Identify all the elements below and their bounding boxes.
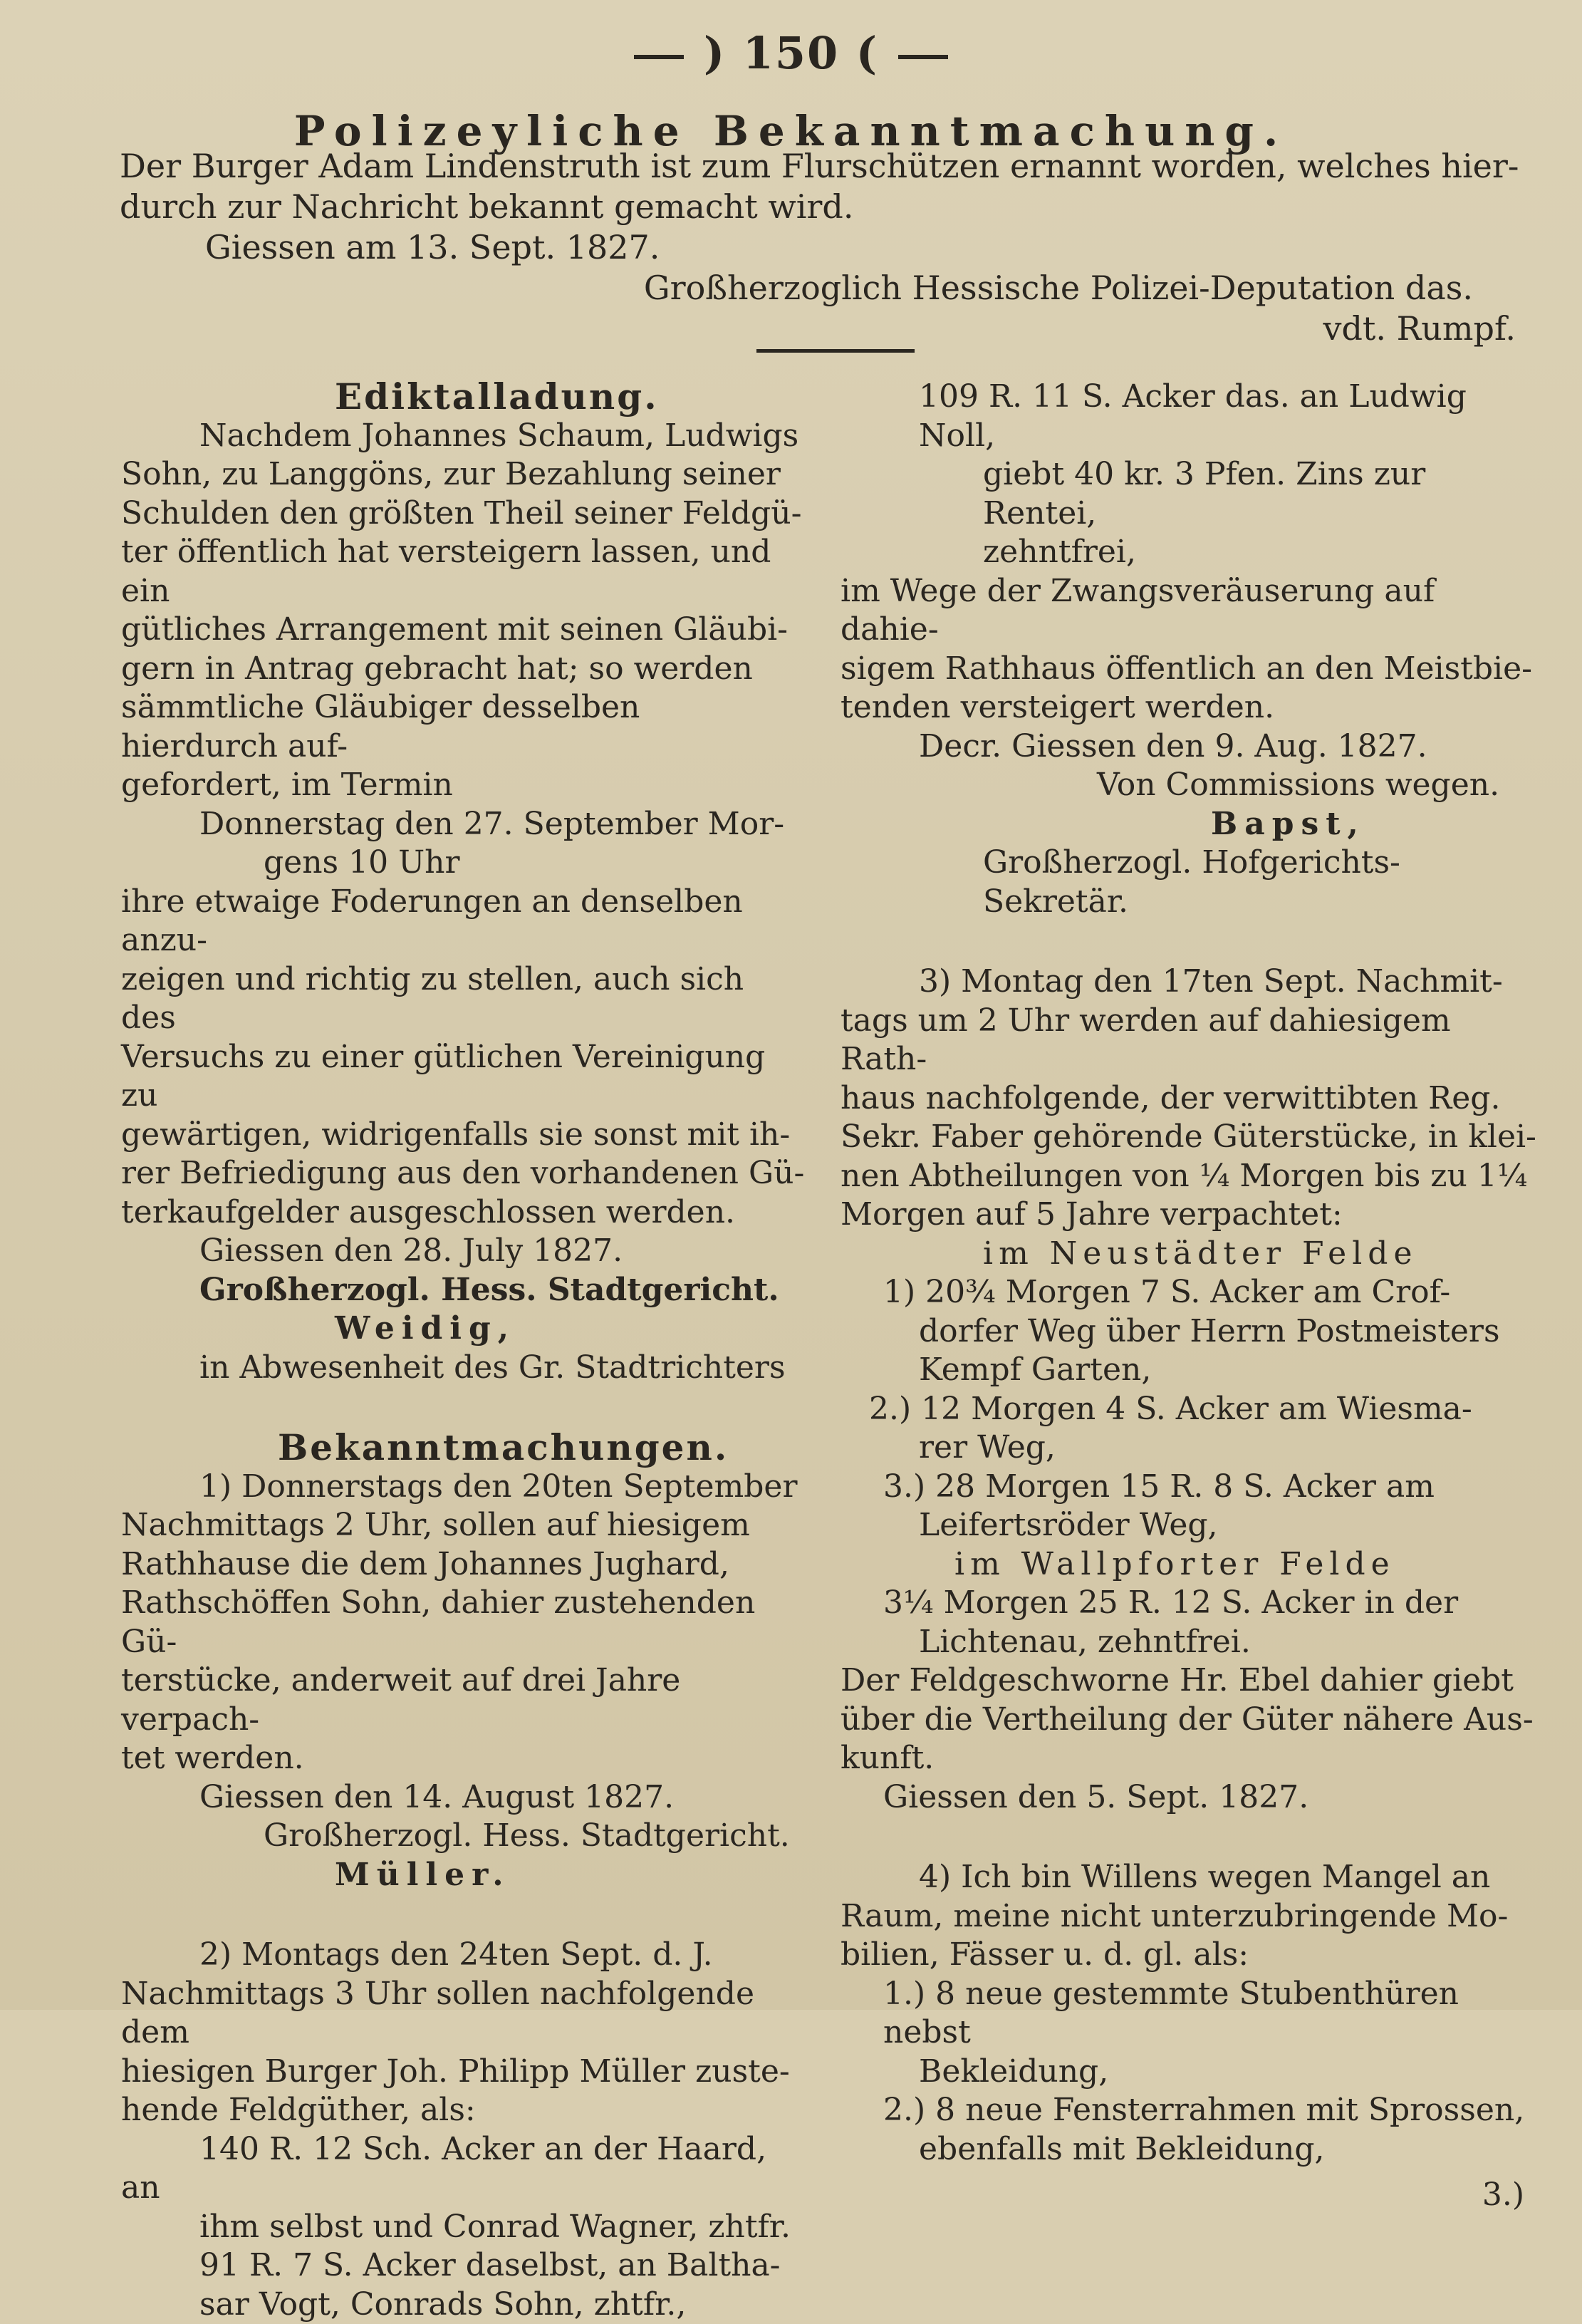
spacer [841, 921, 1539, 963]
section-divider [756, 349, 915, 353]
announcement-2 [121, 1936, 805, 2130]
announcement-3-item-3b: Leifertsröder Weg, [841, 1506, 1539, 1545]
edict-signer: Weidig, [121, 1309, 805, 1349]
edict-term-2: gens 10 Uhr [121, 844, 805, 883]
announcement-3-date: Giessen den 5. Sept. 1827. [841, 1778, 1539, 1817]
announcement-1 [121, 1468, 805, 1778]
header-dash-right [898, 55, 948, 59]
header-dash-left [634, 55, 684, 59]
text-line: Sohn, zu Langgöns, zur Bezahlung seiner [121, 455, 805, 494]
page-header [0, 27, 1582, 79]
text-line: 3) Montag den 17ten Sept. Nachmit- [841, 963, 1539, 1002]
police-line-2: durch zur Nachricht bekannt gemacht wird. [120, 187, 1530, 227]
police-notice-title: Polizeyliche Bekanntmachung. [0, 107, 1582, 155]
text-line: haus nachfolgende, der verwittibten Reg. [841, 1079, 1539, 1119]
text-line: Rathhause die dem Johannes Jughard, [121, 1545, 805, 1584]
text-line: kunft. [841, 1739, 1539, 1778]
announcement-3-field-1: im Neustädter Felde [841, 1235, 1539, 1274]
text-line: 1) Donnerstags den 20ten September [121, 1468, 805, 1507]
text-line: Nachdem Johannes Schaum, Ludwigs [121, 417, 805, 456]
right-item-line: 109 R. 11 S. Acker das. an Ludwig Noll, [841, 378, 1539, 455]
text-line: nen Abtheilungen von ¼ Morgen bis zu 1¼ [841, 1157, 1539, 1196]
text-line: Sekr. Faber gehörende Güterstücke, in klei- [841, 1118, 1539, 1157]
spacer [121, 1387, 805, 1428]
announcement-4 [841, 1858, 1539, 1975]
announcement-2-item-2b: sar Vogt, Conrads Sohn, zhtfr., [121, 2286, 805, 2324]
announcement-3-item-2a: 2.) 12 Morgen 4 S. Acker am Wiesma- [841, 1390, 1539, 1429]
announcement-2-item-1a: 140 R. 12 Sch. Acker an der Haard, an [121, 2130, 805, 2208]
right-signer: Bapst, [841, 805, 1539, 844]
announcement-2-item-2a: 91 R. 7 S. Acker daselbst, an Baltha- [121, 2246, 805, 2286]
police-signer: vdt. Rumpf. [120, 308, 1530, 349]
announcement-4-item-1b: Bekleidung, [841, 2053, 1539, 2092]
announcement-3-item-1b: dorfer Weg über Herrn Postmeisters [841, 1312, 1539, 1352]
announcement-4-item-2a: 2.) 8 neue Fensterrahmen mit Sprossen, [841, 2091, 1539, 2130]
edict-lines [121, 417, 805, 805]
announcement-4-item-2b: ebenfalls mit Bekleidung, [841, 2130, 1539, 2169]
text-line: gewärtigen, widrigenfalls sie sonst mit ih- [121, 1116, 805, 1155]
right-text-line: im Wege der Zwangsveräuserung auf dahie- [841, 572, 1539, 650]
right-text-line: tenden versteigert werden. [841, 688, 1539, 727]
text-line: 4) Ich bin Willens wegen Mangel an [841, 1858, 1539, 1897]
text-line: hiesigen Burger Joh. Philipp Müller zuste- [121, 2053, 805, 2092]
text-line: ihre etwaige Foderungen an denselben anzu- [121, 883, 805, 960]
edict-date: Giessen den 28. July 1827. [121, 1232, 805, 1271]
text-line: terstücke, anderweit auf drei Jahre verpach- [121, 1661, 805, 1739]
spacer [841, 1817, 1539, 1858]
edict-absence: in Abwesenheit des Gr. Stadtrichters [121, 1349, 805, 1388]
text-line: ter öffentlich hat versteigern lassen, und ein [121, 533, 805, 611]
police-authority: Großherzoglich Hessische Polizei-Deputation das. [120, 268, 1530, 308]
text-line: terkaufgelder ausgeschlossen werden. [121, 1193, 805, 1233]
announcement-3-item-1c: Kempf Garten, [841, 1351, 1539, 1390]
announcement-3-item-2b: rer Weg, [841, 1428, 1539, 1468]
edict-authority: Großherzogl. Hess. Stadtgericht. [121, 1271, 805, 1310]
text-line: gefordert, im Termin [121, 766, 805, 805]
text-line: sämmtliche Gläubiger desselben hierdurch auf- [121, 688, 805, 766]
edict-lines-2 [121, 883, 805, 1233]
announcement-4-next-marker: 3.) [841, 2176, 1539, 2215]
right-text-line: sigem Rathhaus öffentlich an den Meistbie- [841, 650, 1539, 689]
text-line: gern in Antrag gebracht hat; so werden [121, 650, 805, 689]
announcement-3-item-4b: Lichtenau, zehntfrei. [841, 1623, 1539, 1662]
right-column [841, 378, 1539, 2215]
right-office: Großherzogl. Hofgerichts-Sekretär. [841, 844, 1539, 921]
announcement-3-item-1a: 1) 20¾ Morgen 7 S. Acker am Crof- [841, 1273, 1539, 1312]
police-notice-body [120, 146, 1530, 349]
right-item-line: giebt 40 kr. 3 Pfen. Zins zur Rentei, [841, 455, 1539, 533]
text-line: hende Feldgüther, als: [121, 2091, 805, 2130]
police-line-1: Der Burger Adam Lindenstruth ist zum Flurschützen ernannt worden, welches hier- [120, 146, 1530, 187]
text-line: über die Vertheilung der Güter nähere Aus- [841, 1701, 1539, 1740]
text-line: Nachmittags 3 Uhr sollen nachfolgende dem [121, 1975, 805, 2053]
page-number: ) 150 ( [704, 27, 878, 79]
text-line: Rathschöffen Sohn, dahier zustehenden Gü- [121, 1584, 805, 1661]
edict-title: Ediktalladung. [121, 378, 805, 417]
announcement-3-item-4a: 3¼ Morgen 25 R. 12 S. Acker in der [841, 1584, 1539, 1623]
announcement-1-authority: Großherzogl. Hess. Stadtgericht. [121, 1817, 805, 1856]
text-line: Morgen auf 5 Jahre verpachtet: [841, 1195, 1539, 1235]
text-line: Schulden den größten Theil seiner Feldgü- [121, 494, 805, 534]
text-line: zeigen und richtig zu stellen, auch sich des [121, 960, 805, 1038]
text-line: Raum, meine nicht unterzubringende Mo- [841, 1897, 1539, 1936]
text-line: gütliches Arrangement mit seinen Gläubi- [121, 611, 805, 650]
text-line: Der Feldgeschworne Hr. Ebel dahier giebt [841, 1661, 1539, 1701]
announcements-title: Bekanntmachungen. [121, 1428, 805, 1468]
announcement-3-item-3a: 3.) 28 Morgen 15 R. 8 S. Acker am [841, 1468, 1539, 1507]
edict-term-1: Donnerstag den 27. September Mor- [121, 805, 805, 844]
text-line: rer Befriedigung aus den vorhandenen Gü- [121, 1154, 805, 1193]
right-item-line: zehntfrei, [841, 533, 1539, 572]
text-line: bilien, Fässer u. d. gl. als: [841, 1936, 1539, 1975]
left-column [121, 378, 805, 2324]
text-line: tags um 2 Uhr werden auf dahiesigem Rath- [841, 1002, 1539, 1079]
announcement-3-field-2: im Wallpforter Felde [841, 1545, 1539, 1584]
announcement-4-item-1a: 1.) 8 neue gestemmte Stubenthüren nebst [841, 1975, 1539, 2053]
right-commission: Von Commissions wegen. [841, 766, 1539, 805]
text-line: Versuchs zu einer gütlichen Vereinigung zu [121, 1038, 805, 1116]
right-date: Decr. Giessen den 9. Aug. 1827. [841, 727, 1539, 767]
text-line: tet werden. [121, 1739, 805, 1778]
text-line: 2) Montags den 24ten Sept. d. J. [121, 1936, 805, 1975]
police-date: Giessen am 13. Sept. 1827. [120, 227, 1530, 268]
announcement-3 [841, 963, 1539, 1235]
announcement-1-date: Giessen den 14. August 1827. [121, 1778, 805, 1817]
spacer [121, 1894, 805, 1936]
announcement-2-item-1b: ihm selbst und Conrad Wagner, zhtfr. [121, 2208, 805, 2247]
announcement-1-signer: Müller. [121, 1856, 805, 1895]
text-line: Nachmittags 2 Uhr, sollen auf hiesigem [121, 1506, 805, 1545]
